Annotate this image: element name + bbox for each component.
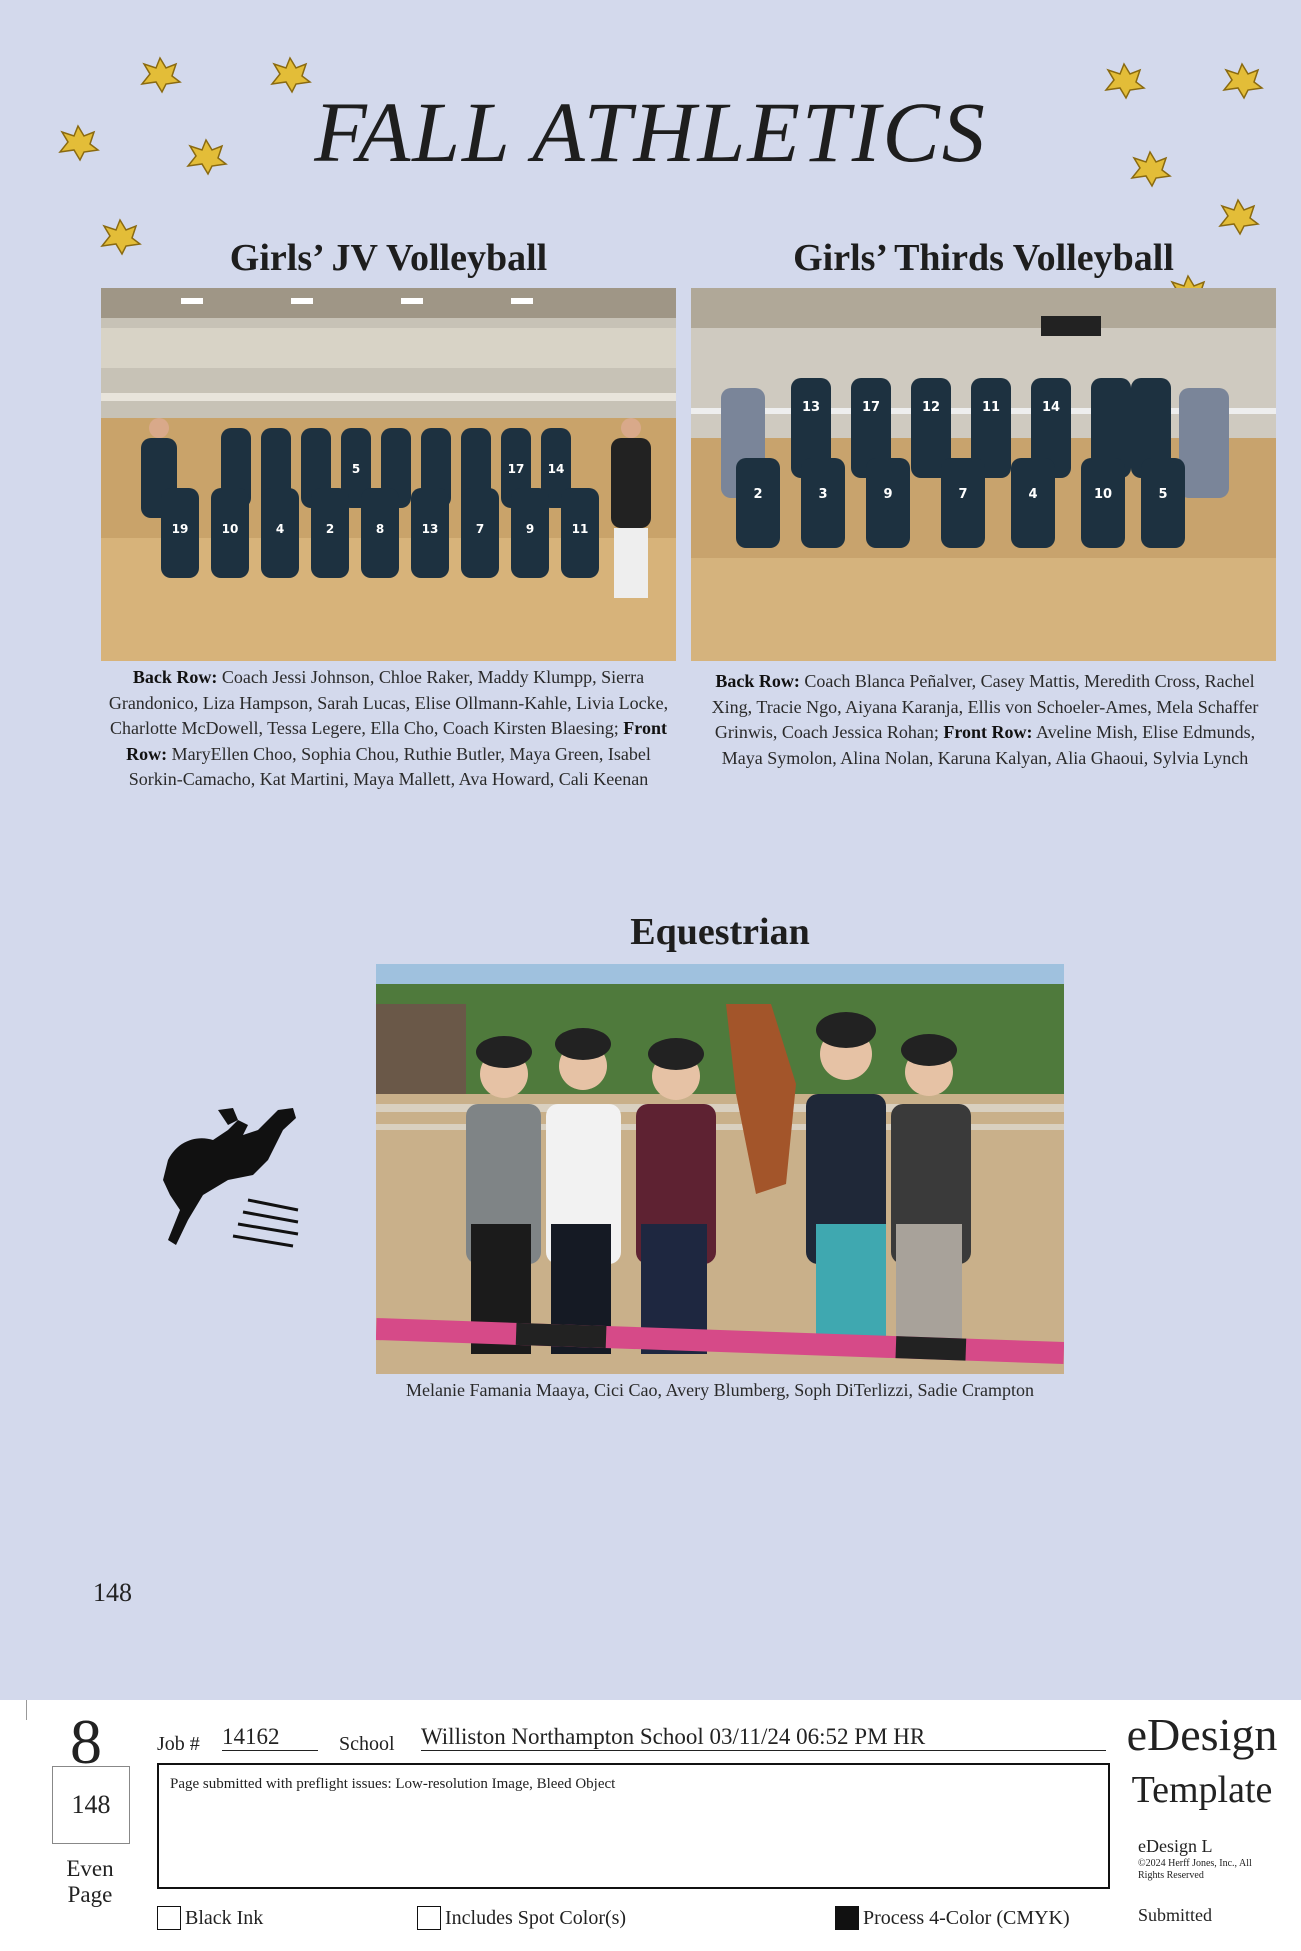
jersey-number: 2 bbox=[753, 487, 763, 502]
option-black-ink[interactable]: Black Ink bbox=[157, 1906, 263, 1930]
autumn-leaf-icon bbox=[1216, 196, 1260, 236]
page-title: FALL ATHLETICS bbox=[314, 84, 987, 180]
job-number: 14162 bbox=[222, 1724, 318, 1751]
caption-jv-volleyball: Back Row: Coach Jessi Johnson, Chloe Raker, Maddy Klumpp, Sierra Grandonico, Liza Hampson, Sarah Lucas, Elise Ollmann-Kahle, Livia Locke, Charlotte McDowell, Tessa Legere, Ella Cho, Coach Kirsten Blaesing; Front Row: MaryEllen Choo, Sophia Chou, Ruthie Butler, Maya Green, Isabel Sorkin-Camacho, Kat Martini, Maya Mallett, Ava Howard, Cali Keenan bbox=[108, 667, 669, 789]
jersey-number: 7 bbox=[958, 487, 968, 502]
section-heading-thirds-volleyball: Girls’ Thirds Volleyball bbox=[793, 237, 1174, 279]
checkbox[interactable] bbox=[417, 1906, 441, 1930]
submission-status: Submitted bbox=[1138, 1905, 1213, 1925]
checkbox[interactable] bbox=[157, 1906, 181, 1930]
jersey-number: 7 bbox=[475, 522, 485, 536]
jersey-number: 9 bbox=[883, 487, 893, 502]
school-field: Williston Northampton School 03/11/24 06:52 PM HR bbox=[421, 1724, 1106, 1751]
caption-thirds-volleyball: Back Row: Coach Blanca Peñalver, Casey Mattis, Meredith Cross, Rachel Xing, Tracie Ngo, Aiyana Karanja, Ellis von Schoeler-Ames, Mela Schaffer Grinwis, Coach Jessica Rohan; Front Row: Aveline Mish, Elise Edmunds, Maya Symolon, Alina Nolan, Karuna Kalyan, Alia Ghaoui, Sylvia Lynch bbox=[711, 671, 1259, 768]
caption-equestrian: Melanie Famania Maaya, Cici Cao, Avery Blumberg, Soph DiTerlizzi, Sadie Crampton bbox=[406, 1380, 1034, 1400]
jersey-number: 8 bbox=[375, 522, 385, 536]
jersey-number: 14 bbox=[1041, 400, 1061, 415]
jersey-number: 10 bbox=[221, 522, 239, 536]
jersey-number: 13 bbox=[801, 400, 821, 415]
jersey-number: 3 bbox=[818, 487, 828, 502]
team-photo-jv-volleyball bbox=[101, 288, 676, 661]
job-label: Job # bbox=[157, 1733, 200, 1755]
team-photo-equestrian bbox=[376, 964, 1064, 1374]
jersey-number: 17 bbox=[861, 400, 881, 415]
jersey-number: 19 bbox=[171, 522, 189, 536]
footer-spread-number: 8 bbox=[70, 1706, 102, 1777]
brand-template: Template bbox=[1131, 1769, 1273, 1811]
product-name: eDesign L bbox=[1138, 1836, 1213, 1856]
page-number: 148 bbox=[93, 1578, 132, 1607]
footer-page-side: Even Page bbox=[66, 1856, 114, 1907]
jersey-number: 5 bbox=[351, 462, 361, 476]
jersey-number: 10 bbox=[1093, 487, 1113, 502]
jersey-number: 4 bbox=[1028, 487, 1038, 502]
jersey-number: 11 bbox=[981, 400, 1001, 415]
jersey-number: 14 bbox=[547, 462, 565, 476]
jersey-number: 13 bbox=[421, 522, 439, 536]
preflight-note: Page submitted with preflight issues: Low-resolution Image, Bleed Object bbox=[170, 1776, 616, 1792]
school-label: School bbox=[339, 1733, 395, 1755]
jersey-number: 11 bbox=[571, 522, 589, 536]
jersey-number: 9 bbox=[525, 522, 535, 536]
team-photo-thirds-volleyball bbox=[691, 288, 1276, 661]
brand-edesign: eDesign bbox=[1126, 1709, 1278, 1760]
jersey-number: 5 bbox=[1158, 487, 1168, 502]
horse-jumping-icon bbox=[158, 1100, 308, 1250]
checkbox-checked[interactable] bbox=[835, 1906, 859, 1930]
jersey-number: 17 bbox=[507, 462, 525, 476]
section-heading-equestrian: Equestrian bbox=[630, 911, 810, 953]
option-spot-color[interactable]: Includes Spot Color(s) bbox=[417, 1906, 626, 1930]
option-process-4-color[interactable]: Process 4-Color (CMYK) bbox=[835, 1906, 1070, 1930]
section-heading-jv-volleyball: Girls’ JV Volleyball bbox=[229, 237, 548, 279]
jersey-number: 2 bbox=[325, 522, 335, 536]
jersey-number: 12 bbox=[921, 400, 941, 415]
footer-page-box: 148 bbox=[52, 1766, 130, 1844]
jersey-number: 4 bbox=[275, 522, 285, 536]
copyright: ©2024 Herff Jones, Inc., All Rights Reserved bbox=[1138, 1858, 1252, 1881]
